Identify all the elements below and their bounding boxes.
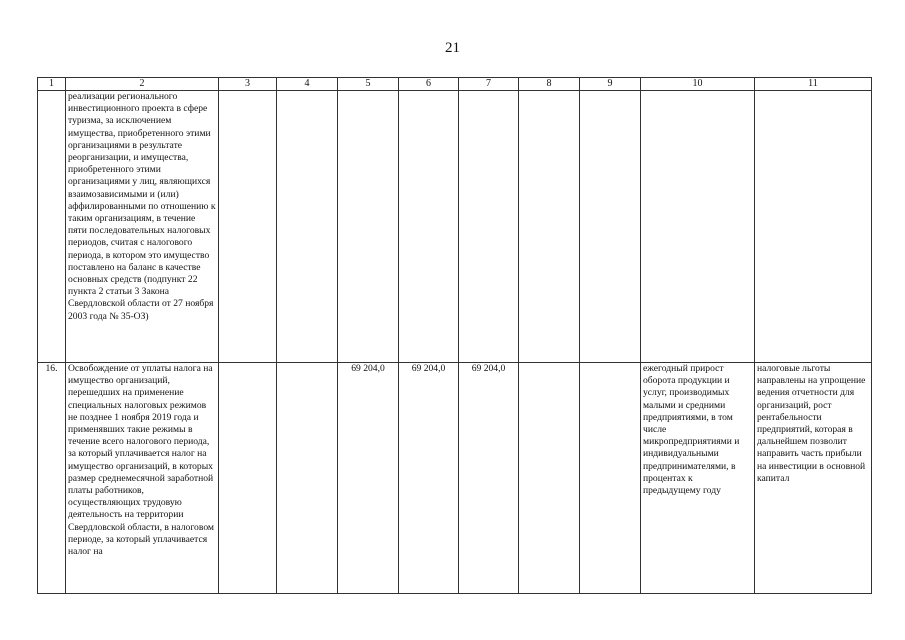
value-cell: 69 204,0 [399, 363, 459, 594]
table-row [38, 91, 872, 363]
document-table [37, 77, 872, 594]
indicator-cell: ежегодный прирост оборота продукции и услуг, производимых малыми и средними предприятиями, в том числе микропредприятиями и индивидуальными предпринимателями, в процентах к предыдущему году [641, 363, 755, 594]
column-header: 7 [459, 78, 519, 91]
table-header-row [38, 78, 872, 91]
value-cell: 69 204,0 [338, 363, 399, 594]
column-header: 2 [66, 78, 219, 91]
row-number-cell [38, 91, 66, 363]
column-header: 4 [277, 78, 338, 91]
rationale-cell: налоговые льготы направлены на упрощение ведения отчетности для организаций, рост рентабельности предприятий, которая в дальнейшем позволит направить часть прибыли на инвестиции в основной капитал [755, 363, 872, 594]
table-cell [580, 363, 641, 594]
table-cell [277, 91, 338, 363]
table-cell [219, 91, 277, 363]
column-header: 8 [519, 78, 580, 91]
column-header: 11 [755, 78, 872, 91]
table-row [38, 363, 872, 594]
column-header: 1 [38, 78, 66, 91]
table-cell [519, 363, 580, 594]
table-cell [519, 91, 580, 363]
rationale-cell [755, 91, 872, 363]
column-header: 5 [338, 78, 399, 91]
column-header: 10 [641, 78, 755, 91]
value-cell [338, 91, 399, 363]
table-cell [277, 363, 338, 594]
column-header: 3 [219, 78, 277, 91]
value-cell [459, 91, 519, 363]
row-number-cell: 16. [38, 363, 66, 594]
description-cell: Освобождение от уплаты налога на имущество организаций, перешедших на применение специальных налоговых режимов не позднее 1 ноября 2019 года и применявших такие режимы в течение всего налогового периода, за который уплачивается налог на имущество организаций, в которых размер среднемесячной заработной платы работников, осуществляющих трудовую деятельность на территории Свердловской области, в налоговом периоде, за который уплачивается налог на [66, 363, 219, 594]
value-cell: 69 204,0 [459, 363, 519, 594]
indicator-cell [641, 91, 755, 363]
table-cell [219, 363, 277, 594]
column-header: 9 [580, 78, 641, 91]
table-cell [580, 91, 641, 363]
value-cell [399, 91, 459, 363]
description-cell: реализации регионального инвестиционного проекта в сфере туризма, за исключением имущества, приобретенного этими организациями в результате реорганизации, и имущества, приобретенного этими организациями у лиц, являющихся взаимозависимыми и (или) аффилированными по отношению к таким организациям, в течение пяти последовательных налоговых периодов, считая с налогового периода, в котором это имущество поставлено на баланс в качестве основных средств (подпункт 22 пункта 2 статьи 3 Закона Свердловской области от 27 ноября 2003 года № 35-ОЗ) [66, 91, 219, 363]
column-header: 6 [399, 78, 459, 91]
page-number: 21 [445, 40, 460, 56]
